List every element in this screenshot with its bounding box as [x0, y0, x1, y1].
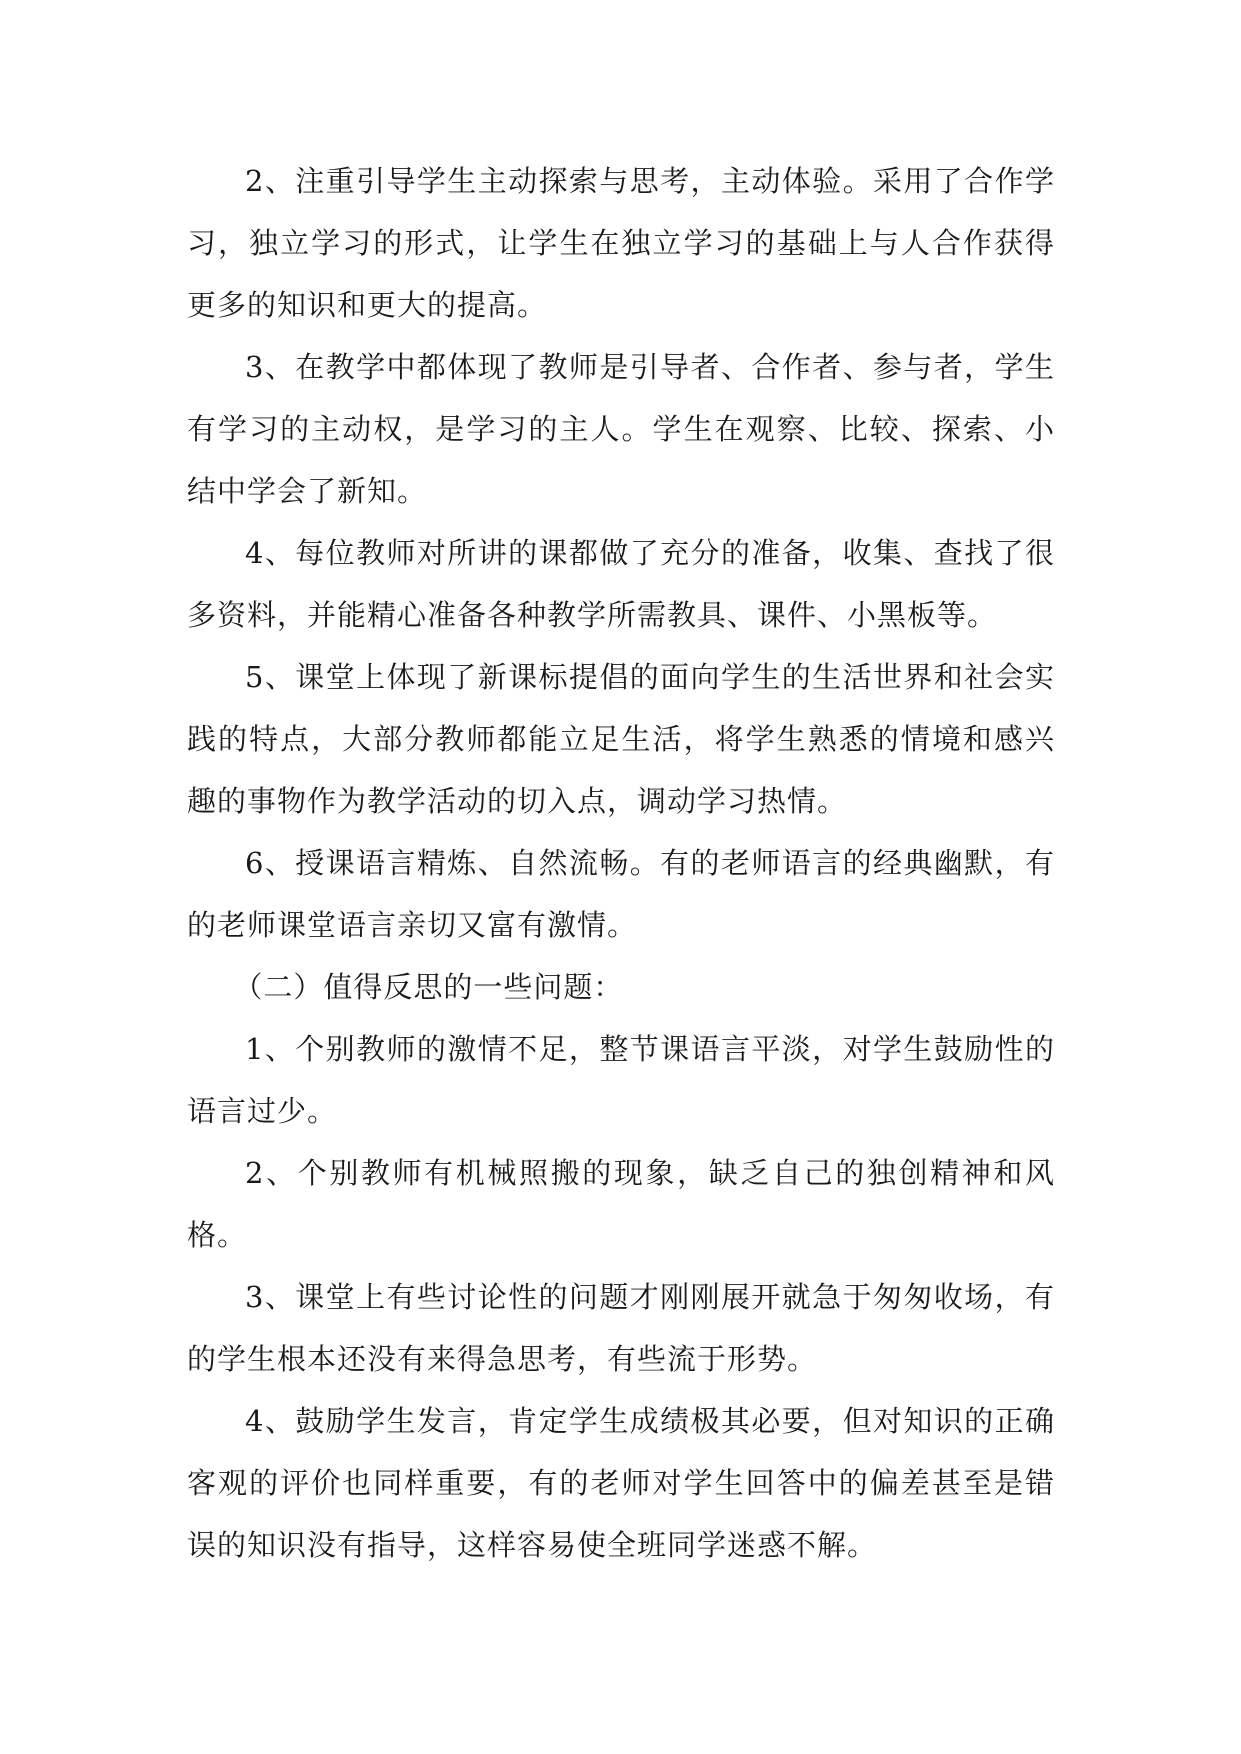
paragraph-point-6: 6、授课语言精炼、自然流畅。有的老师语言的经典幽默，有的老师课堂语言亲切又富有激情。: [187, 846, 1055, 942]
document-body: [187, 150, 1055, 1576]
paragraph-point-3: 3、在教学中都体现了教师是引导者、合作者、参与者，学生有学习的主动权，是学习的主人。学生在观察、比较、探索、小结中学会了新知。: [187, 350, 1055, 508]
paragraph-point-5: 5、课堂上体现了新课标提倡的面向学生的生活世界和社会实践的特点，大部分教师都能立足生活，将学生熟悉的情境和感兴趣的事物作为教学活动的切入点，调动学习热情。: [187, 660, 1055, 818]
paragraph-point-4: 4、每位教师对所讲的课都做了充分的准备，收集、查找了很多资料，并能精心准备各种教学所需教具、课件、小黑板等。: [187, 536, 1055, 632]
paragraph-issue-4: 4、鼓励学生发言，肯定学生成绩极其必要，但对知识的正确客观的评价也同样重要，有的老师对学生回答中的偏差甚至是错误的知识没有指导，这样容易使全班同学迷惑不解。: [187, 1404, 1055, 1562]
paragraph-point-2: 2、注重引导学生主动探索与思考，主动体验。采用了合作学习，独立学习的形式，让学生在独立学习的基础上与人合作获得更多的知识和更大的提高。: [187, 164, 1055, 322]
section-heading: （二）值得反思的一些问题：: [233, 970, 624, 1004]
paragraph-issue-3: 3、课堂上有些讨论性的问题才刚刚展开就急于匆匆收场，有的学生根本还没有来得急思考，有些流于形势。: [187, 1280, 1055, 1376]
paragraph-issue-1: 1、个别教师的激情不足，整节课语言平淡，对学生鼓励性的语言过少。: [187, 1032, 1055, 1128]
paragraph-issue-2: 2、个别教师有机械照搬的现象，缺乏自己的独创精神和风格。: [187, 1156, 1055, 1252]
